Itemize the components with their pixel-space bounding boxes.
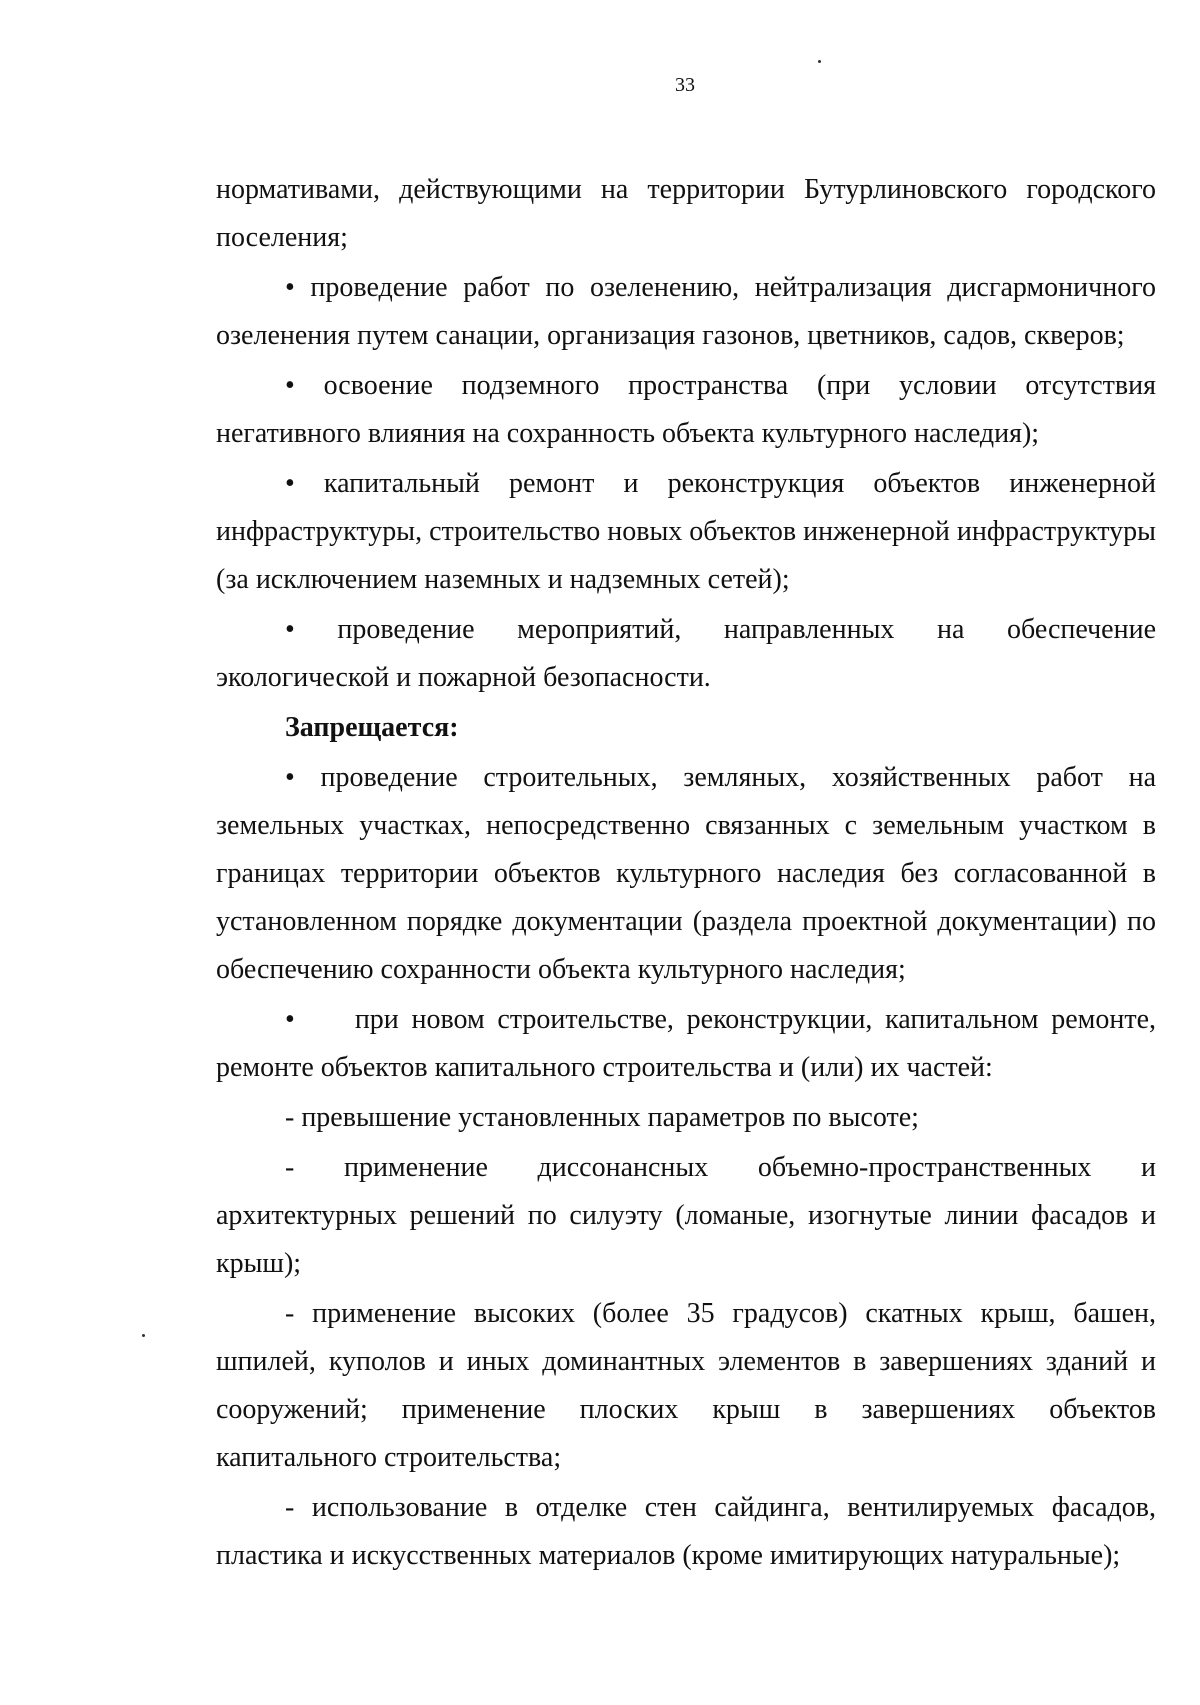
sub-list-item: - применение высоких (более 35 градусов) скатных крыш, башен, шпилей, куполов и иных доминантных элементов в завершениях зданий и сооружений; применение плоских крыш в завершениях объектов капитального строительства;: [216, 1298, 1156, 1473]
scan-speck: [142, 1334, 145, 1337]
list-item: • капитальный ремонт и реконструкция объектов инженерной инфраструктуры, строительство новых объектов инженерной инфраструктуры (за исключением наземных и надземных сетей);: [216, 468, 1156, 595]
list-item: • освоение подземного пространства (при условии отсутствия негативного влияния на сохранность объекта культурного наследия);: [216, 370, 1156, 449]
list-item: • проведение строительных, земляных, хозяйственных работ на земельных участках, непосредственно связанных с земельным участком в границах территории объектов культурного наследия без согласованной в установленном порядке документации (раздела проектной документации) по обеспечению сохранности объекта культурного наследия;: [216, 762, 1156, 985]
list-item: • проведение мероприятий, направленных на обеспечение экологической и пожарной безопасности.: [216, 614, 1156, 693]
scan-speck: [818, 60, 821, 63]
list-item-text: при новом строительстве, реконструкции, капитальном ремонте, ремонте объектов капитального строительства и (или) их частей:: [216, 1004, 1156, 1083]
sub-list-item: - применение диссонансных объемно-пространственных и архитектурных решений по силуэту (ломаные, изогнутые линии фасадов и крыш);: [216, 1152, 1156, 1279]
page-number: 33: [675, 74, 695, 96]
section-heading: Запрещается:: [285, 712, 459, 743]
document-body: [216, 166, 1156, 1582]
list-item: [216, 996, 1156, 1092]
bullet-marker: •: [285, 1004, 295, 1035]
list-item: • проведение работ по озеленению, нейтрализация дисгармоничного озеленения путем санации, организация газонов, цветников, садов, скверов;: [216, 272, 1156, 351]
sub-list-item: - использование в отделке стен сайдинга, вентилируемых фасадов, пластика и искусственных материалов (кроме имитирующих натуральные);: [216, 1492, 1156, 1571]
sub-list-item: - превышение установленных параметров по высоте;: [285, 1102, 919, 1133]
paragraph: нормативами, действующими на территории Бутурлиновского городского поселения;: [216, 174, 1156, 253]
